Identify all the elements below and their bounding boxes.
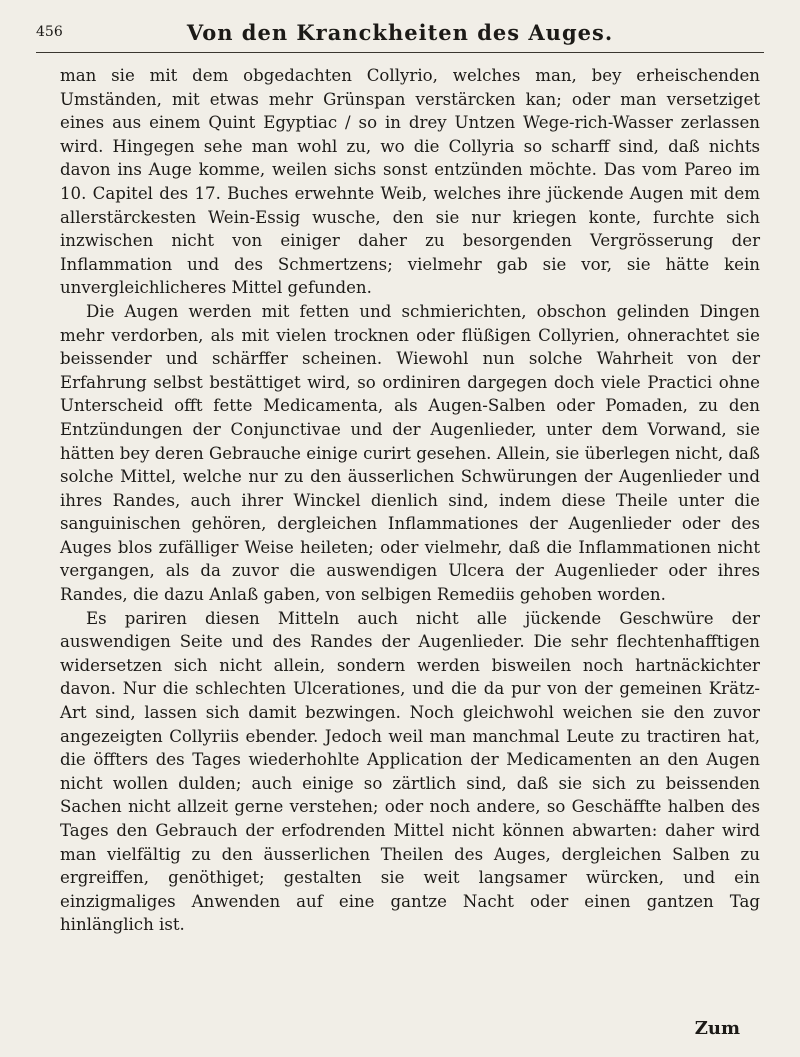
body-text: [60, 64, 760, 937]
paragraph: Es pariren diesen Mitteln auch nicht alle jückende Geschwüre der auswendigen Seite und des Randes der Augenlieder. Die sehr flechtenhafftigen widersetzen sich nicht allein, sondern werden bisweilen noch hartnäckichter davon. Nur die schlechten Ulcerationes, und die da pur von der gemeinen Krätz-Art sind, lassen sich damit bezwingen. Noch gleichwohl weichen sie den zuvor angezeigten Collyriis ebender. Jedoch weil man manchmal Leute zu tractiren hat, die öffters des Tages wiederhohlte Application der Medicamenten an den Augen nicht wollen dulden; auch einige so zärtlich sind, daß sie sich zu beissenden Sachen nicht allzeit gerne verstehen; oder noch andere, so Geschäffte halben des Tages den Gebrauch der erfodrenden Mittel nicht können abwarten: daher wird man vielfältig zu den äusserlichen Theilen des Auges, dergleichen Salben zu ergreiffen, genöthiget; gestalten sie weit langsamer würcken, und ein einzigmaliges Anwenden auf eine gantze Nacht oder einen gantzen Tag hinlänglich ist.: [60, 608, 760, 935]
paragraph: man sie mit dem obgedachten Collyrio, welches man, bey erheischenden Umständen, mit etwas mehr Grünspan verstärcken kan; oder man versetziget eines aus einem Quint Egyptiac / so in drey Untzen Wege-rich-Wasser zerlassen wird. Hingegen sehe man wohl zu, wo die Collyria so scharff sind, daß nichts davon ins Auge komme, weilen sichs sonst entzünden möchte. Das vom Pareo im 10. Capitel des 17. Buches erwehnte Weib, welches ihre jückende Augen mit dem allerstärckesten Wein-Essig wusche, den sie nur kriegen konte, furchte sich inzwischen nicht von einiger daher zu besorgenden Vergrösserung der Inflammation und des Schmertzens; vielmehr gab sie vor, sie hätte kein unvergleichlicheres Mittel gefunden.: [60, 66, 760, 298]
running-head: Von den Kranckheiten des Auges.: [186, 19, 614, 45]
paragraph: Die Augen werden mit fetten und schmierichten, obschon gelinden Dingen mehr verdorben, als mit vielen trocknen oder flüßigen Collyrien, ohnerachtet sie beissender und schärffer scheinen. Wiewohl nun solche Wahrheit von der Erfahrung selbst bestättiget wird, so ordiniren dargegen doch viele Practici ohne Unterscheid offt fette Medicamenta, als Augen-Salben oder Pomaden, zu den Entzündungen der Conjunctivae und der Augenlieder, unter dem Vorwand, sie hätten bey deren Gebrauche einige curirt gesehen. Allein, sie überlegen nicht, daß solche Mittel, welche nur zu den äusserlichen Schwürungen der Augenlieder und ihres Randes, auch ihrer Winckel dienlich sind, indem diese Theile unter die sanguinischen gehören, dergleichen Inflammationes der Augenlieder oder des Auges blos zufälliger Weise heileten; oder vielmehr, daß die Inflammationen nicht vergangen, als da zuvor die auswendigen Ulcera der Augenlieder oder ihres Randes, die dazu Anlaß gaben, von selbigen Remediis gehoben worden.: [60, 301, 760, 605]
page-number: 456: [36, 24, 63, 40]
page-header: [36, 12, 764, 53]
catchword: Zum: [694, 1018, 740, 1039]
